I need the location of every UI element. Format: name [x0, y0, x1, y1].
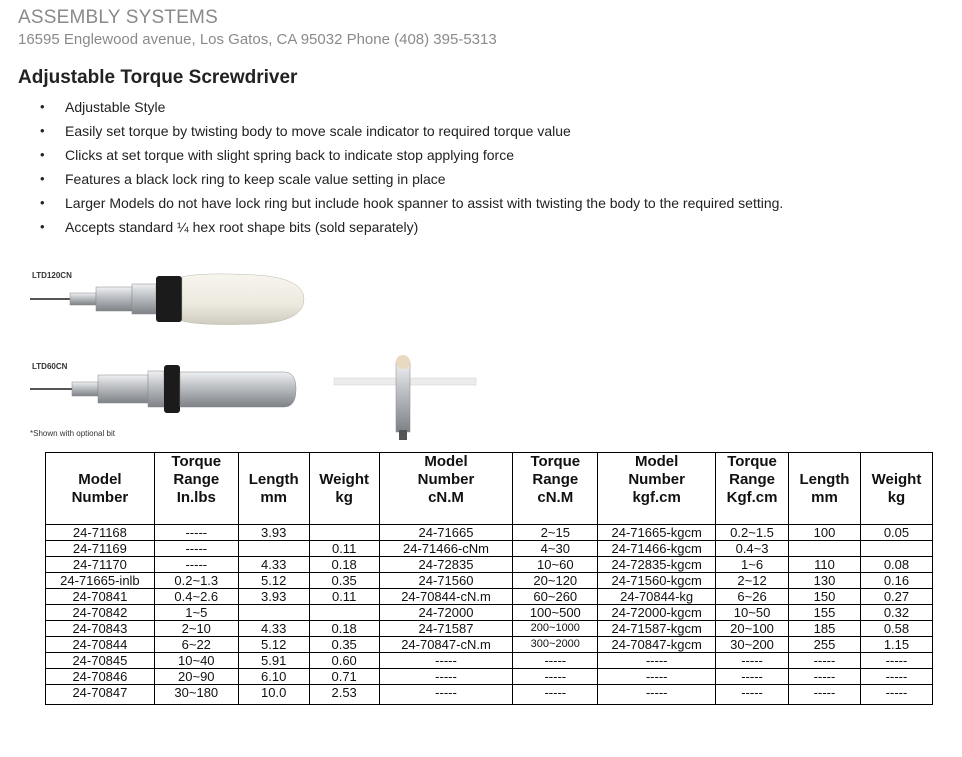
table-cell: 24-70844: [46, 637, 155, 653]
table-cell: -----: [379, 669, 513, 685]
column-header: [513, 453, 598, 525]
screwdriver-ltd120cn-image: [30, 274, 304, 325]
table-cell: 24-71665-inlb: [46, 573, 155, 589]
column-header-label: Length mm: [248, 470, 299, 506]
table-cell: 150: [789, 589, 861, 605]
table-row: [46, 525, 933, 541]
table-cell: -----: [598, 653, 716, 669]
table-cell: 30~200: [716, 637, 789, 653]
table-cell: 24-71587-kgcm: [598, 621, 716, 637]
product-photos: [26, 262, 486, 447]
column-header: [154, 453, 238, 525]
table-cell: 24-72835: [379, 557, 513, 573]
table-cell: 24-71466-cNm: [379, 541, 513, 557]
table-cell: 5.12: [238, 573, 309, 589]
table-cell: 5.91: [238, 653, 309, 669]
table-cell: 6.10: [238, 669, 309, 685]
table-cell: -----: [379, 685, 513, 705]
table-cell: 100~500: [513, 605, 598, 621]
table-cell: 6~22: [154, 637, 238, 653]
table-cell: 24-70847-cN.m: [379, 637, 513, 653]
table-cell: -----: [154, 541, 238, 557]
table-cell: 100: [789, 525, 861, 541]
table-cell: 24-71170: [46, 557, 155, 573]
company-name: ASSEMBLY SYSTEMS: [18, 7, 218, 28]
column-header-label: Torque Range In.lbs: [171, 453, 222, 506]
table-cell: 255: [789, 637, 861, 653]
table-cell: 4.33: [238, 557, 309, 573]
table-cell: 185: [789, 621, 861, 637]
column-header-label: Weight kg: [319, 470, 369, 506]
table-cell: 24-70845: [46, 653, 155, 669]
feature-item: • Accepts standard ¼ hex root shape bits (sold separately): [40, 217, 783, 241]
photo-label-ltd120cn: LTD120CN: [32, 271, 72, 280]
product-title: Adjustable Torque Screwdriver: [18, 67, 298, 88]
table-cell: 0.11: [309, 589, 379, 605]
table-cell: 24-71466-kgcm: [598, 541, 716, 557]
table-cell: 0.08: [860, 557, 932, 573]
column-header: [860, 453, 932, 525]
table-cell: 24-72835-kgcm: [598, 557, 716, 573]
table-cell: 0.35: [309, 637, 379, 653]
table-cell: 0.18: [309, 557, 379, 573]
table-cell: 10~60: [513, 557, 598, 573]
table-cell: 2.53: [309, 685, 379, 705]
table-cell: -----: [789, 669, 861, 685]
column-header-label: Length mm: [799, 470, 850, 506]
table-cell: 3.93: [238, 589, 309, 605]
table-cell: -----: [716, 685, 789, 705]
table-cell: 1~5: [154, 605, 238, 621]
photo-note: *Shown with optional bit: [30, 429, 115, 438]
table-cell: 24-71168: [46, 525, 155, 541]
table-cell: 1.15: [860, 637, 932, 653]
table-cell: 0.58: [860, 621, 932, 637]
table-cell: 0.2~1.5: [716, 525, 789, 541]
column-header-label: Torque Range Kgf.cm: [726, 453, 778, 506]
table-cell: -----: [379, 653, 513, 669]
table-cell: 24-71169: [46, 541, 155, 557]
table-cell: 4~30: [513, 541, 598, 557]
table-cell: 0.35: [309, 573, 379, 589]
company-address: 16595 Englewood avenue, Los Gatos, CA 95032 Phone (408) 395-5313: [18, 31, 497, 48]
table-cell: -----: [513, 653, 598, 669]
feature-item: • Clicks at set torque with slight spring back to indicate stop applying force: [40, 145, 783, 169]
table-row: [46, 605, 933, 621]
table-cell: [309, 605, 379, 621]
table-cell: 24-70841: [46, 589, 155, 605]
table-cell: 0.27: [860, 589, 932, 605]
table-cell: -----: [716, 669, 789, 685]
hook-spanner-image: [334, 355, 476, 440]
table-cell: [789, 541, 861, 557]
table-cell: 200~1000: [513, 621, 598, 637]
table-cell: 1~6: [716, 557, 789, 573]
table-row: [46, 669, 933, 685]
column-header: [46, 453, 155, 525]
table-cell: [860, 541, 932, 557]
table-body: [46, 525, 933, 705]
table-cell: 130: [789, 573, 861, 589]
table-cell: 6~26: [716, 589, 789, 605]
table-row: [46, 541, 933, 557]
table-cell: 0.18: [309, 621, 379, 637]
table-cell: 5.12: [238, 637, 309, 653]
column-header: [789, 453, 861, 525]
feature-list: [40, 97, 783, 241]
table-row: [46, 685, 933, 705]
table-cell: 24-72000-kgcm: [598, 605, 716, 621]
table-row: [46, 637, 933, 653]
table-cell: 0.4~3: [716, 541, 789, 557]
table-cell: -----: [789, 685, 861, 705]
table-cell: -----: [598, 669, 716, 685]
table-cell: 0.2~1.3: [154, 573, 238, 589]
table-header-row: [46, 453, 933, 525]
feature-item: • Easily set torque by twisting body to move scale indicator to required torque value: [40, 121, 783, 145]
table-cell: -----: [154, 557, 238, 573]
feature-item: • Larger Models do not have lock ring but include hook spanner to assist with twisting the body to the required setting.: [40, 193, 783, 217]
column-header: [379, 453, 513, 525]
table-cell: -----: [598, 685, 716, 705]
table-cell: -----: [860, 685, 932, 705]
column-header: [716, 453, 789, 525]
table-cell: 2~15: [513, 525, 598, 541]
table-cell: 20~90: [154, 669, 238, 685]
table-cell: 24-70844-cN.m: [379, 589, 513, 605]
table-cell: 0.4~2.6: [154, 589, 238, 605]
table-cell: 24-70846: [46, 669, 155, 685]
table-cell: 24-70843: [46, 621, 155, 637]
column-header: [598, 453, 716, 525]
table-cell: 20~120: [513, 573, 598, 589]
column-header-label: Model Number cN.M: [417, 453, 475, 506]
column-header: [309, 453, 379, 525]
table-cell: 110: [789, 557, 861, 573]
table-cell: 0.71: [309, 669, 379, 685]
column-header-label: Weight kg: [871, 470, 922, 506]
table-cell: 24-70844-kg: [598, 589, 716, 605]
table-row: [46, 621, 933, 637]
table-cell: -----: [513, 669, 598, 685]
table-row: [46, 573, 933, 589]
screwdriver-ltd60cn-image: [30, 365, 296, 413]
table-cell: 24-71665: [379, 525, 513, 541]
table-cell: -----: [513, 685, 598, 705]
table-cell: -----: [860, 669, 932, 685]
feature-item: • Adjustable Style: [40, 97, 783, 121]
column-header-label: Model Number kgf.cm: [628, 453, 685, 506]
table-cell: [309, 525, 379, 541]
table-cell: 24-72000: [379, 605, 513, 621]
table-cell: 0.11: [309, 541, 379, 557]
table-cell: 10~50: [716, 605, 789, 621]
table-cell: 0.32: [860, 605, 932, 621]
table-cell: 24-71560: [379, 573, 513, 589]
table-cell: 24-71587: [379, 621, 513, 637]
table-cell: 0.05: [860, 525, 932, 541]
table-cell: 300~2000: [513, 637, 598, 653]
table-cell: -----: [716, 653, 789, 669]
table-cell: -----: [154, 525, 238, 541]
spec-table: [45, 452, 933, 705]
table-cell: 10.0: [238, 685, 309, 705]
table-cell: 3.93: [238, 525, 309, 541]
table-cell: 0.60: [309, 653, 379, 669]
table-cell: 24-71560-kgcm: [598, 573, 716, 589]
table-cell: 10~40: [154, 653, 238, 669]
table-cell: 30~180: [154, 685, 238, 705]
table-cell: 2~10: [154, 621, 238, 637]
table-row: [46, 557, 933, 573]
table-row: [46, 589, 933, 605]
column-header: [238, 453, 309, 525]
column-header-label: Torque Range cN.M: [530, 453, 581, 506]
table-cell: 60~260: [513, 589, 598, 605]
table-cell: 24-70847: [46, 685, 155, 705]
table-cell: 24-71665-kgcm: [598, 525, 716, 541]
photo-label-ltd60cn: LTD60CN: [32, 362, 68, 371]
table-cell: [238, 541, 309, 557]
table-cell: 0.16: [860, 573, 932, 589]
feature-item: • Features a black lock ring to keep scale value setting in place: [40, 169, 783, 193]
table-cell: -----: [860, 653, 932, 669]
table-cell: 24-70842: [46, 605, 155, 621]
table-cell: 155: [789, 605, 861, 621]
table-cell: [238, 605, 309, 621]
table-cell: -----: [789, 653, 861, 669]
table-cell: 20~100: [716, 621, 789, 637]
column-header-label: Model Number: [71, 470, 129, 506]
table-row: [46, 653, 933, 669]
table-cell: 24-70847-kgcm: [598, 637, 716, 653]
table-cell: 2~12: [716, 573, 789, 589]
table-cell: 4.33: [238, 621, 309, 637]
